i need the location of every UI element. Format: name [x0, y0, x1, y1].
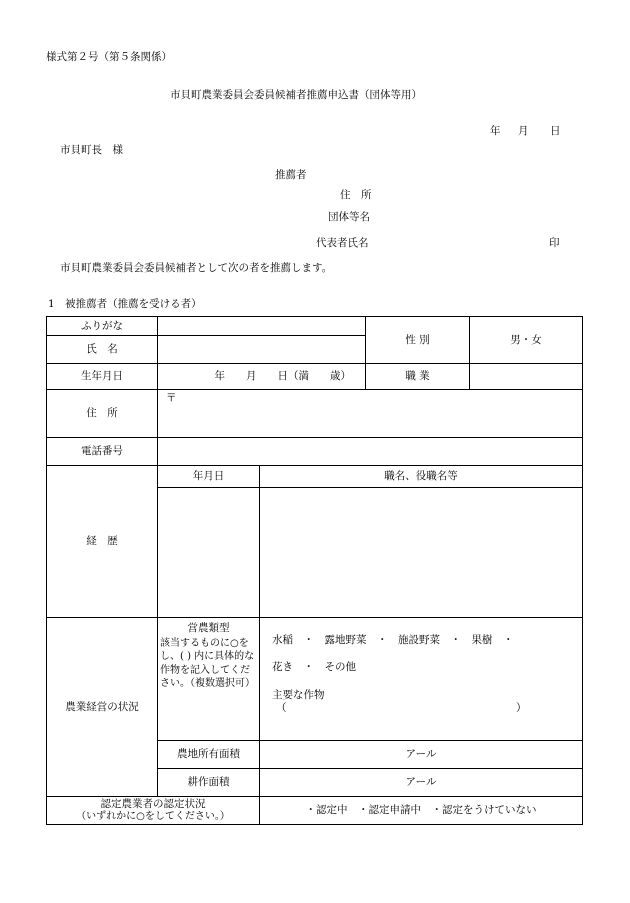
certification-options[interactable]: ・認定中 ・認定申請中 ・認定をうけていない — [260, 797, 583, 825]
certification-label: 認定農業者の認定状況 — [100, 798, 206, 811]
career-date-field[interactable] — [158, 488, 260, 618]
recommender-heading: 推薦者 — [275, 169, 307, 181]
birthdate-field[interactable]: 年 月 日（満 歳） — [158, 364, 366, 390]
cultivated-area-label: 耕作面積 — [158, 769, 260, 797]
date-day: 日 — [550, 125, 561, 137]
recommender-rep-label: 代表者氏名 — [316, 237, 369, 249]
main-crops-field[interactable] — [272, 702, 570, 716]
address-label: 住 所 — [47, 390, 158, 438]
farming-label: 農業経営の状況 — [47, 618, 158, 797]
date-month: 月 — [518, 125, 529, 137]
gender-options[interactable]: 男・女 — [470, 317, 583, 364]
section1-title: 1 被推薦者（推薦を受ける者） — [48, 298, 202, 310]
date-year: 年 — [490, 125, 501, 137]
occupation-field[interactable] — [470, 364, 583, 390]
gender-label: 性 別 — [366, 317, 470, 364]
paren-close: ） — [516, 701, 527, 714]
form-number: 様式第２号（第５条関係） — [46, 51, 172, 63]
career-position-field[interactable] — [260, 488, 583, 618]
phone-label: 電話番号 — [47, 438, 158, 466]
furigana-field[interactable] — [158, 317, 366, 336]
farming-options-line2[interactable]: 花き ・ その他 — [272, 660, 356, 673]
paren-open: （ — [276, 701, 287, 714]
statement: 市貝町農業委員会委員候補者として次の者を推薦します。 — [60, 262, 333, 274]
seal-mark: 印 — [549, 237, 560, 249]
occupation-label: 職 業 — [366, 364, 470, 390]
address-field[interactable] — [158, 390, 583, 438]
main-crops-label: 主要な作物 — [272, 689, 325, 702]
form-title: 市貝町農業委員会委員候補者推薦申込書（団体等用） — [170, 89, 422, 101]
farming-type-cell — [158, 618, 260, 741]
farming-options-cell[interactable] — [260, 618, 583, 741]
nominee-table — [46, 316, 583, 825]
farming-options-line1[interactable]: 水稲 ・ 露地野菜 ・ 施設野菜 ・ 果樹 ・ — [272, 634, 514, 646]
cultivated-area-field[interactable]: アール — [260, 769, 583, 797]
certification-label-cell — [47, 797, 260, 825]
owned-area-field[interactable]: アール — [260, 741, 583, 769]
farming-type-title: 営農類型 — [187, 622, 230, 634]
recommender-org-label: 団体等名 — [328, 211, 370, 223]
career-date-header: 年月日 — [158, 466, 260, 488]
career-position-header: 職名、役職名等 — [260, 466, 583, 488]
addressee: 市貝町長 様 — [60, 144, 123, 156]
phone-field[interactable] — [158, 438, 583, 466]
farming-type-note: 該当するものに○をし、( ) 内に具体的な作物を記入してください。（複数選択可） — [160, 637, 255, 690]
certification-note: （いずれかに○をしてください。） — [76, 810, 230, 822]
birthdate-label: 生年月日 — [47, 364, 158, 390]
career-label: 経 歴 — [47, 466, 158, 618]
name-label: 氏 名 — [47, 336, 158, 364]
postal-mark: 〒 — [166, 392, 177, 404]
furigana-label: ふりがな — [47, 317, 158, 336]
name-field[interactable] — [158, 336, 366, 364]
owned-area-label: 農地所有面積 — [158, 741, 260, 769]
recommender-address-label: 住 所 — [340, 189, 372, 201]
